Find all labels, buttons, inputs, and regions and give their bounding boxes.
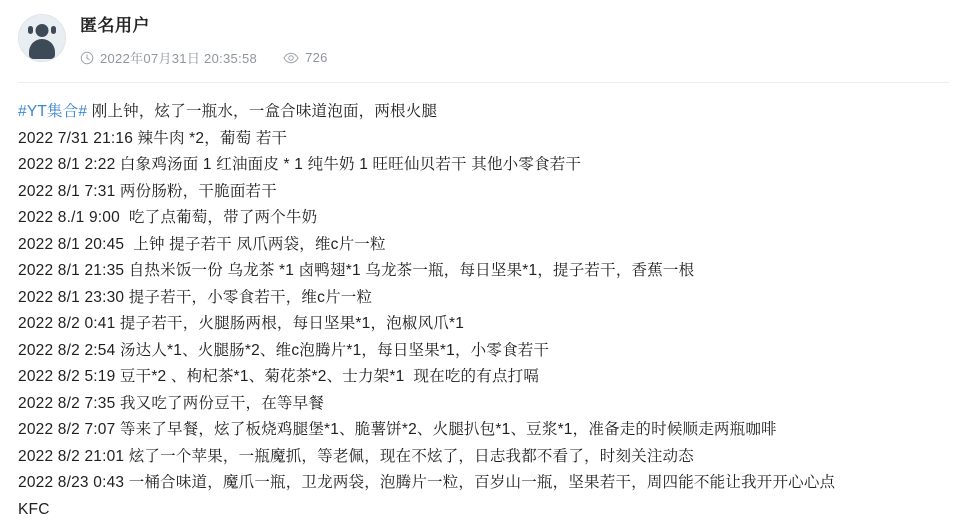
- content-line-15: KFC: [18, 500, 50, 518]
- post-content: [18, 83, 949, 523]
- content-line-11: 2022 8/2 7:35 我又吃了两份豆干，在等早餐: [18, 394, 325, 412]
- content-line-0-rest: 刚上钟，炫了一瓶水，一盒合味道泡面，两根火腿: [87, 103, 438, 120]
- content-line-6: 2022 8/1 21:35 自热米饭一份 乌龙茶 *1 卤鸭翅*1 乌龙茶一瓶，每日坚果*1，提子若干，香蕉一根: [18, 262, 695, 279]
- topic-tag[interactable]: #YT集合#: [18, 103, 88, 120]
- content-line-3: 2022 8/1 7:31 两份肠粉，干脆面若干: [18, 182, 277, 200]
- avatar[interactable]: [18, 14, 66, 62]
- post-meta: [80, 48, 328, 67]
- post-timestamp: 2022年07月31日 20:35:58: [100, 51, 258, 66]
- content-line-14: 2022 8/23 0:43 一桶合味道，魔爪一瓶，卫龙两袋，泡腾片一粒，百岁山一瓶，坚果若干，周四能不能让我开开心心点: [18, 474, 836, 491]
- avatar-body: [29, 39, 55, 59]
- avatar-ear-left: [28, 26, 33, 34]
- post-header: [18, 14, 949, 76]
- content-line-12: 2022 8/2 7:07 等来了早餐，炫了板烧鸡腿堡*1、脆薯饼*2、火腿扒包*1、豆浆*1，准备走的时候顺走两瓶咖啡: [18, 421, 777, 438]
- avatar-ear-right: [51, 26, 56, 34]
- eye-icon: [283, 51, 299, 65]
- content-line-0: [18, 99, 949, 126]
- content-line-13: 2022 8/2 21:01 炫了一个苹果，一瓶魔抓，等老佩，现在不炫了，日志我都不看了，时刻关注动态: [18, 447, 694, 465]
- content-line-4: 2022 8./1 9:00 吃了点葡萄，带了两个牛奶: [18, 209, 318, 226]
- avatar-head: [36, 24, 49, 37]
- view-count: 726: [305, 50, 328, 65]
- content-line-5: 2022 8/1 20:45 上钟 提子若干 凤爪两袋，维c片一粒: [18, 235, 386, 253]
- content-line-8: 2022 8/2 0:41 提子若干，火腿肠两根，每日坚果*1，泡椒风爪*1: [18, 315, 465, 332]
- header-text: [80, 14, 328, 67]
- content-line-2: 2022 8/1 2:22 白象鸡汤面 1 红油面皮 * 1 纯牛奶 1 旺旺仙贝若干 其他小零食若干: [18, 156, 582, 173]
- content-line-10: 2022 8/2 5:19 豆干*2 、枸杞茶*1、菊花茶*2、士力架*1 现在吃的有点打嗝: [18, 368, 540, 385]
- clock-icon: [80, 51, 94, 65]
- content-line-1: 2022 7/31 21:16 辣牛肉 *2，葡萄 若干: [18, 129, 288, 147]
- timestamp-group: [80, 48, 257, 67]
- content-line-7: 2022 8/1 23:30 提子若干，小零食若干，维c片一粒: [18, 288, 373, 306]
- views-group: [283, 50, 328, 65]
- author-name[interactable]: 匿名用户: [80, 16, 150, 35]
- content-line-9: 2022 8/2 2:54 汤达人*1、火腿肠*2、维c泡腾片*1，每日坚果*1，小零食若干: [18, 341, 550, 359]
